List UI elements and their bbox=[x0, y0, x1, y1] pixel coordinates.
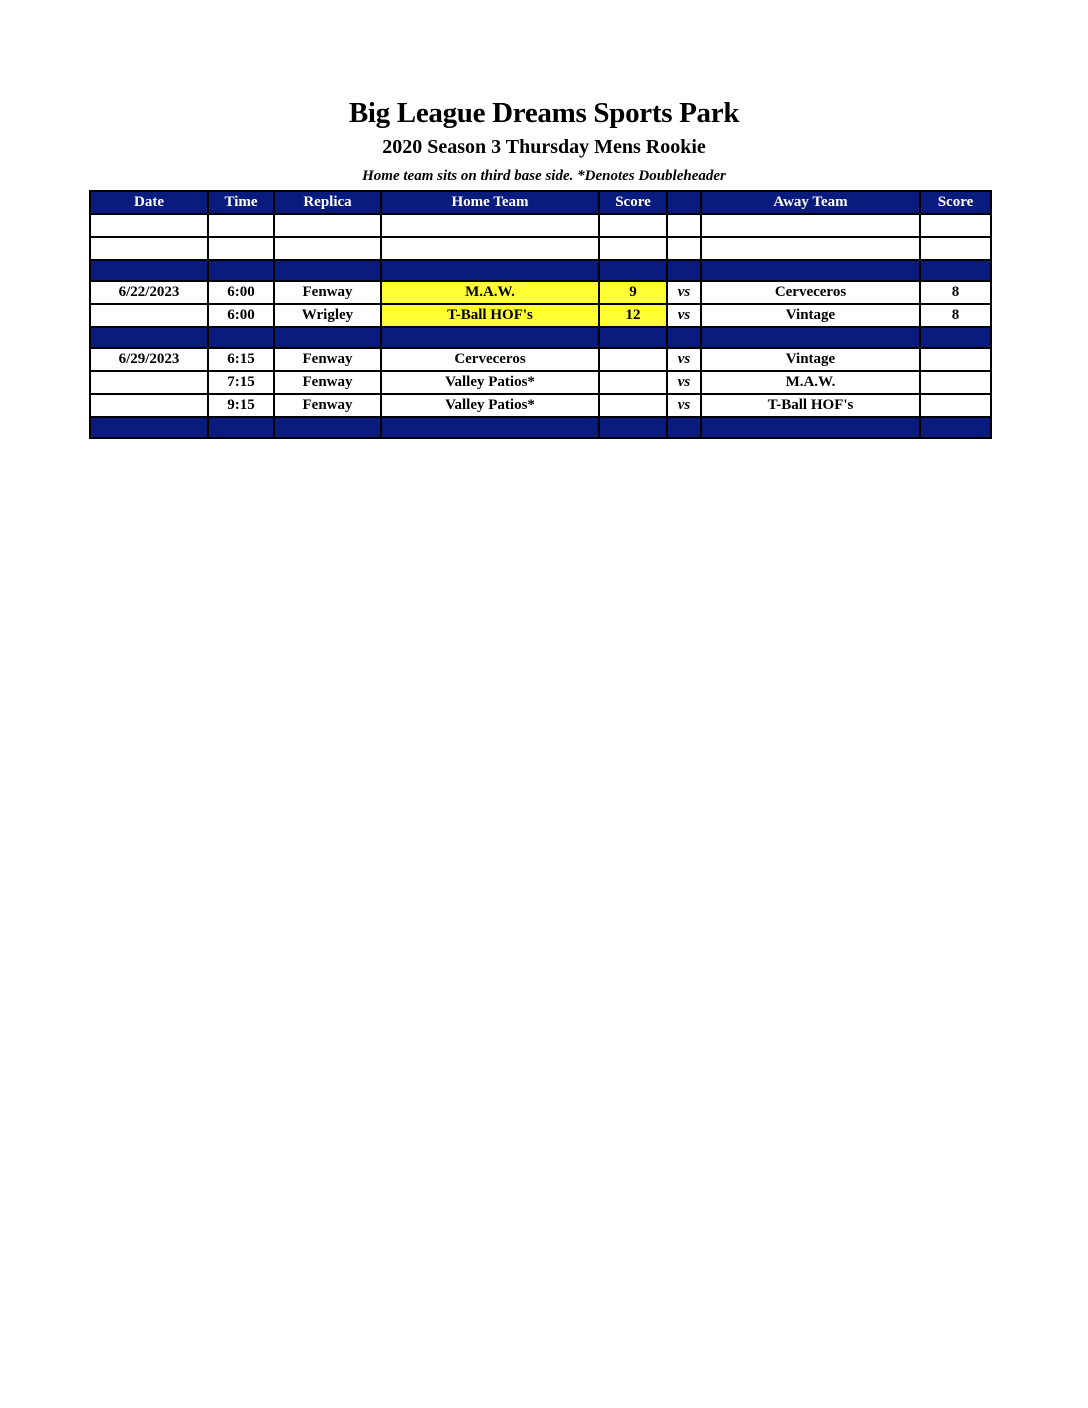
home-score bbox=[599, 348, 667, 371]
vs-label: vs bbox=[667, 304, 701, 327]
column-header-home-score: Score bbox=[599, 191, 667, 214]
home-team: M.A.W. bbox=[381, 281, 599, 304]
empty-row bbox=[90, 237, 991, 260]
table-row bbox=[90, 371, 991, 394]
game-time: 6:15 bbox=[208, 348, 274, 371]
column-header-vs bbox=[667, 191, 701, 214]
away-team: Vintage bbox=[701, 304, 920, 327]
vs-label: vs bbox=[667, 281, 701, 304]
game-time: 7:15 bbox=[208, 371, 274, 394]
away-score: 8 bbox=[920, 281, 991, 304]
page-subtitle: 2020 Season 3 Thursday Mens Rookie bbox=[382, 136, 706, 158]
away-score bbox=[920, 394, 991, 417]
table-row bbox=[90, 304, 991, 327]
table-row bbox=[90, 394, 991, 417]
game-date: 6/22/2023 bbox=[90, 281, 208, 304]
home-team: Valley Patios* bbox=[381, 371, 599, 394]
game-time: 6:00 bbox=[208, 281, 274, 304]
column-header-away-team: Away Team bbox=[701, 191, 920, 214]
home-score: 9 bbox=[599, 281, 667, 304]
game-replica: Fenway bbox=[274, 394, 381, 417]
separator-row bbox=[90, 327, 991, 348]
home-score bbox=[599, 371, 667, 394]
schedule-table bbox=[89, 190, 992, 439]
home-score: 12 bbox=[599, 304, 667, 327]
table-row bbox=[90, 348, 991, 371]
game-time: 9:15 bbox=[208, 394, 274, 417]
game-replica: Fenway bbox=[274, 281, 381, 304]
column-header-date: Date bbox=[90, 191, 208, 214]
separator-row bbox=[90, 260, 991, 281]
separator-row bbox=[90, 417, 991, 438]
table-row bbox=[90, 281, 991, 304]
column-header-home-team: Home Team bbox=[381, 191, 599, 214]
away-team: T-Ball HOF's bbox=[701, 394, 920, 417]
column-header-time: Time bbox=[208, 191, 274, 214]
game-replica: Fenway bbox=[274, 371, 381, 394]
game-date bbox=[90, 371, 208, 394]
home-score bbox=[599, 394, 667, 417]
away-score bbox=[920, 348, 991, 371]
schedule-note: Home team sits on third base side. *Denotes Doubleheader bbox=[362, 168, 726, 184]
game-date bbox=[90, 394, 208, 417]
home-team: Valley Patios* bbox=[381, 394, 599, 417]
page-title: Big League Dreams Sports Park bbox=[348, 97, 740, 129]
game-date: 6/29/2023 bbox=[90, 348, 208, 371]
away-score: 8 bbox=[920, 304, 991, 327]
game-replica: Fenway bbox=[274, 348, 381, 371]
away-team: Vintage bbox=[701, 348, 920, 371]
away-team: M.A.W. bbox=[701, 371, 920, 394]
vs-label: vs bbox=[667, 394, 701, 417]
game-time: 6:00 bbox=[208, 304, 274, 327]
home-team: T-Ball HOF's bbox=[381, 304, 599, 327]
away-team: Cerveceros bbox=[701, 281, 920, 304]
game-date bbox=[90, 304, 208, 327]
home-team: Cerveceros bbox=[381, 348, 599, 371]
vs-label: vs bbox=[667, 348, 701, 371]
game-replica: Wrigley bbox=[274, 304, 381, 327]
table-header-row bbox=[90, 191, 991, 214]
vs-label: vs bbox=[667, 371, 701, 394]
column-header-away-score: Score bbox=[920, 191, 991, 214]
column-header-replica: Replica bbox=[274, 191, 381, 214]
away-score bbox=[920, 371, 991, 394]
empty-row bbox=[90, 214, 991, 237]
